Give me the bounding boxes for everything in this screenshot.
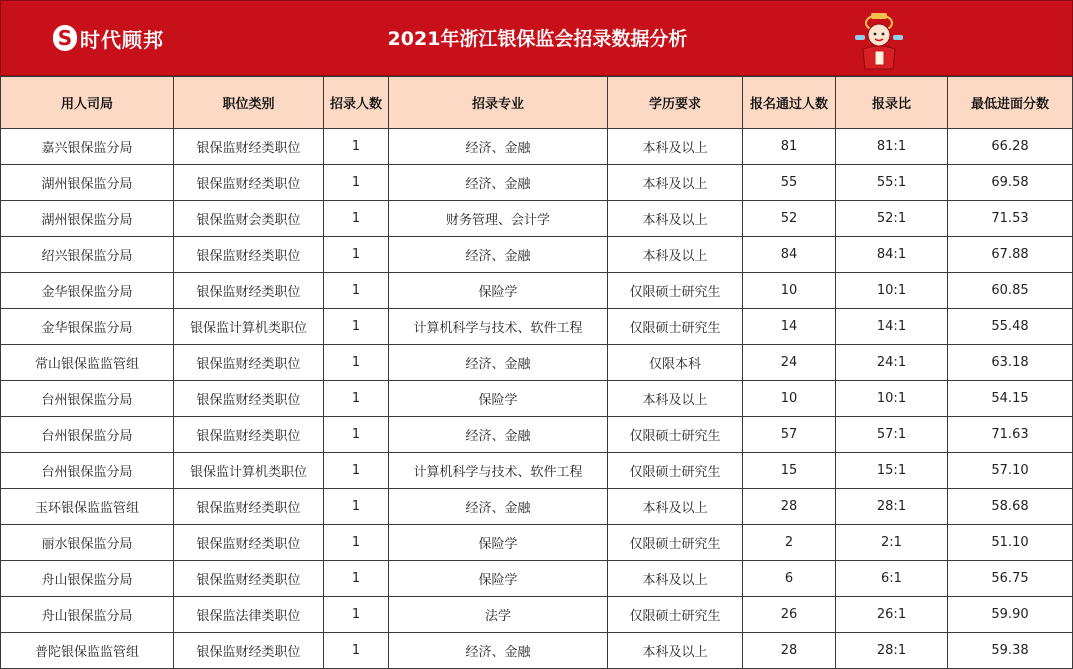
table-cell: 14 — [743, 309, 836, 345]
table-cell: 湖州银保监分局 — [1, 165, 174, 201]
table-cell: 绍兴银保监分局 — [1, 237, 174, 273]
table-row — [1, 273, 1073, 309]
table-header-row — [1, 77, 1073, 129]
table-cell: 81 — [743, 129, 836, 165]
table-cell: 28 — [743, 489, 836, 525]
table-cell: 1 — [324, 489, 389, 525]
column-header: 招录专业 — [389, 77, 608, 129]
table-cell: 计算机科学与技术、软件工程 — [389, 309, 608, 345]
table-cell: 6 — [743, 561, 836, 597]
table-cell: 10:1 — [836, 273, 948, 309]
table-cell: 69.58 — [948, 165, 1073, 201]
table-cell: 银保监财经类职位 — [174, 561, 324, 597]
table-cell: 经济、金融 — [389, 345, 608, 381]
table-cell: 银保监财经类职位 — [174, 633, 324, 669]
table-cell: 28:1 — [836, 489, 948, 525]
table-cell: 81:1 — [836, 129, 948, 165]
table-cell: 经济、金融 — [389, 489, 608, 525]
table-cell: 28 — [743, 633, 836, 669]
table-cell: 经济、金融 — [389, 417, 608, 453]
table-cell: 10 — [743, 273, 836, 309]
table-cell: 经济、金融 — [389, 129, 608, 165]
table-cell: 10:1 — [836, 381, 948, 417]
table-cell: 仅限硕士研究生 — [608, 309, 743, 345]
table-cell: 55.48 — [948, 309, 1073, 345]
table-cell: 本科及以上 — [608, 561, 743, 597]
table-cell: 10 — [743, 381, 836, 417]
table-cell: 54.15 — [948, 381, 1073, 417]
column-header: 职位类别 — [174, 77, 324, 129]
table-cell: 本科及以上 — [608, 165, 743, 201]
table-cell: 57:1 — [836, 417, 948, 453]
table-row — [1, 417, 1073, 453]
table-cell: 舟山银保监分局 — [1, 561, 174, 597]
table-row — [1, 525, 1073, 561]
table-cell: 67.88 — [948, 237, 1073, 273]
table-cell: 保险学 — [389, 525, 608, 561]
table-cell: 57.10 — [948, 453, 1073, 489]
table-cell: 仅限硕士研究生 — [608, 453, 743, 489]
table-row — [1, 165, 1073, 201]
table-cell: 台州银保监分局 — [1, 453, 174, 489]
table-cell: 14:1 — [836, 309, 948, 345]
table-row — [1, 237, 1073, 273]
table-cell: 15:1 — [836, 453, 948, 489]
table-cell: 71.53 — [948, 201, 1073, 237]
table-cell: 52 — [743, 201, 836, 237]
table-cell: 仅限硕士研究生 — [608, 525, 743, 561]
table-row — [1, 633, 1073, 669]
table-cell: 1 — [324, 237, 389, 273]
table-cell: 1 — [324, 201, 389, 237]
title-banner — [0, 0, 1073, 76]
table-cell: 52:1 — [836, 201, 948, 237]
table-body — [1, 129, 1073, 669]
table-cell: 55 — [743, 165, 836, 201]
table-cell: 63.18 — [948, 345, 1073, 381]
table-cell: 51.10 — [948, 525, 1073, 561]
table-cell: 1 — [324, 309, 389, 345]
table-cell: 本科及以上 — [608, 381, 743, 417]
table-cell: 1 — [324, 381, 389, 417]
table-row — [1, 597, 1073, 633]
table-cell: 银保监财经类职位 — [174, 237, 324, 273]
table-cell: 1 — [324, 273, 389, 309]
table-cell: 丽水银保监分局 — [1, 525, 174, 561]
table-cell: 仅限硕士研究生 — [608, 597, 743, 633]
table-cell: 1 — [324, 345, 389, 381]
table-cell: 本科及以上 — [608, 201, 743, 237]
table-cell: 银保监计算机类职位 — [174, 309, 324, 345]
table-cell: 24:1 — [836, 345, 948, 381]
column-header: 招录人数 — [324, 77, 389, 129]
table-cell: 经济、金融 — [389, 165, 608, 201]
table-cell: 银保监财经类职位 — [174, 273, 324, 309]
table-cell: 银保监财经类职位 — [174, 525, 324, 561]
table-row — [1, 489, 1073, 525]
table-cell: 仅限硕士研究生 — [608, 273, 743, 309]
table-row — [1, 201, 1073, 237]
table-cell: 26 — [743, 597, 836, 633]
table-cell: 仅限硕士研究生 — [608, 417, 743, 453]
table-cell: 1 — [324, 453, 389, 489]
table-cell: 28:1 — [836, 633, 948, 669]
table-cell: 法学 — [389, 597, 608, 633]
logo-s-icon: S — [53, 25, 77, 51]
table-cell: 2:1 — [836, 525, 948, 561]
table-cell: 58.68 — [948, 489, 1073, 525]
table-row — [1, 345, 1073, 381]
table-cell: 71.63 — [948, 417, 1073, 453]
recruitment-data-table — [0, 76, 1073, 669]
table-cell: 财务管理、会计学 — [389, 201, 608, 237]
column-header: 用人司局 — [1, 77, 174, 129]
column-header: 报录比 — [836, 77, 948, 129]
table-cell: 金华银保监分局 — [1, 273, 174, 309]
table-cell: 84 — [743, 237, 836, 273]
table-cell: 55:1 — [836, 165, 948, 201]
table-cell: 56.75 — [948, 561, 1073, 597]
column-header: 最低进面分数 — [948, 77, 1073, 129]
table-cell: 本科及以上 — [608, 129, 743, 165]
table-cell: 银保监财经类职位 — [174, 489, 324, 525]
table-cell: 嘉兴银保监分局 — [1, 129, 174, 165]
table-cell: 银保监财经类职位 — [174, 381, 324, 417]
table-cell: 1 — [324, 129, 389, 165]
table-cell: 本科及以上 — [608, 237, 743, 273]
table-cell: 6:1 — [836, 561, 948, 597]
table-cell: 银保监法律类职位 — [174, 597, 324, 633]
table-cell: 1 — [324, 525, 389, 561]
table-row — [1, 453, 1073, 489]
table-cell: 66.28 — [948, 129, 1073, 165]
table-cell: 计算机科学与技术、软件工程 — [389, 453, 608, 489]
table-cell: 经济、金融 — [389, 633, 608, 669]
table-cell: 仅限本科 — [608, 345, 743, 381]
table-cell: 银保监财经类职位 — [174, 165, 324, 201]
table-cell: 银保监财经类职位 — [174, 129, 324, 165]
mascot-icon — [849, 9, 909, 73]
table-cell: 26:1 — [836, 597, 948, 633]
table-cell: 舟山银保监分局 — [1, 597, 174, 633]
table-cell: 59.38 — [948, 633, 1073, 669]
table-cell: 普陀银保监监管组 — [1, 633, 174, 669]
table-cell: 银保监计算机类职位 — [174, 453, 324, 489]
table-cell: 1 — [324, 633, 389, 669]
column-header: 学历要求 — [608, 77, 743, 129]
table-cell: 84:1 — [836, 237, 948, 273]
table-cell: 金华银保监分局 — [1, 309, 174, 345]
table-cell: 玉环银保监监管组 — [1, 489, 174, 525]
logo-text: 时代顾邦 — [80, 27, 164, 52]
table-cell: 常山银保监监管组 — [1, 345, 174, 381]
table-cell: 台州银保监分局 — [1, 417, 174, 453]
table-cell: 保险学 — [389, 273, 608, 309]
table-cell: 1 — [324, 597, 389, 633]
table-cell: 15 — [743, 453, 836, 489]
table-cell: 银保监财会类职位 — [174, 201, 324, 237]
table-cell: 本科及以上 — [608, 633, 743, 669]
table-cell: 经济、金融 — [389, 237, 608, 273]
column-header: 报名通过人数 — [743, 77, 836, 129]
table-cell: 本科及以上 — [608, 489, 743, 525]
page-title: 2021年浙江银保监会招录数据分析 — [387, 28, 688, 50]
table-row — [1, 309, 1073, 345]
table-cell: 银保监财经类职位 — [174, 345, 324, 381]
table-cell: 湖州银保监分局 — [1, 201, 174, 237]
table-cell: 1 — [324, 561, 389, 597]
table-cell: 60.85 — [948, 273, 1073, 309]
table-cell: 59.90 — [948, 597, 1073, 633]
table-cell: 保险学 — [389, 381, 608, 417]
table-cell: 保险学 — [389, 561, 608, 597]
table-cell: 24 — [743, 345, 836, 381]
table-cell: 台州银保监分局 — [1, 381, 174, 417]
table-row — [1, 561, 1073, 597]
table-cell: 2 — [743, 525, 836, 561]
table-cell: 57 — [743, 417, 836, 453]
table-cell: 银保监财经类职位 — [174, 417, 324, 453]
table-cell: 1 — [324, 417, 389, 453]
table-row — [1, 381, 1073, 417]
table-cell: 1 — [324, 165, 389, 201]
table-row — [1, 129, 1073, 165]
